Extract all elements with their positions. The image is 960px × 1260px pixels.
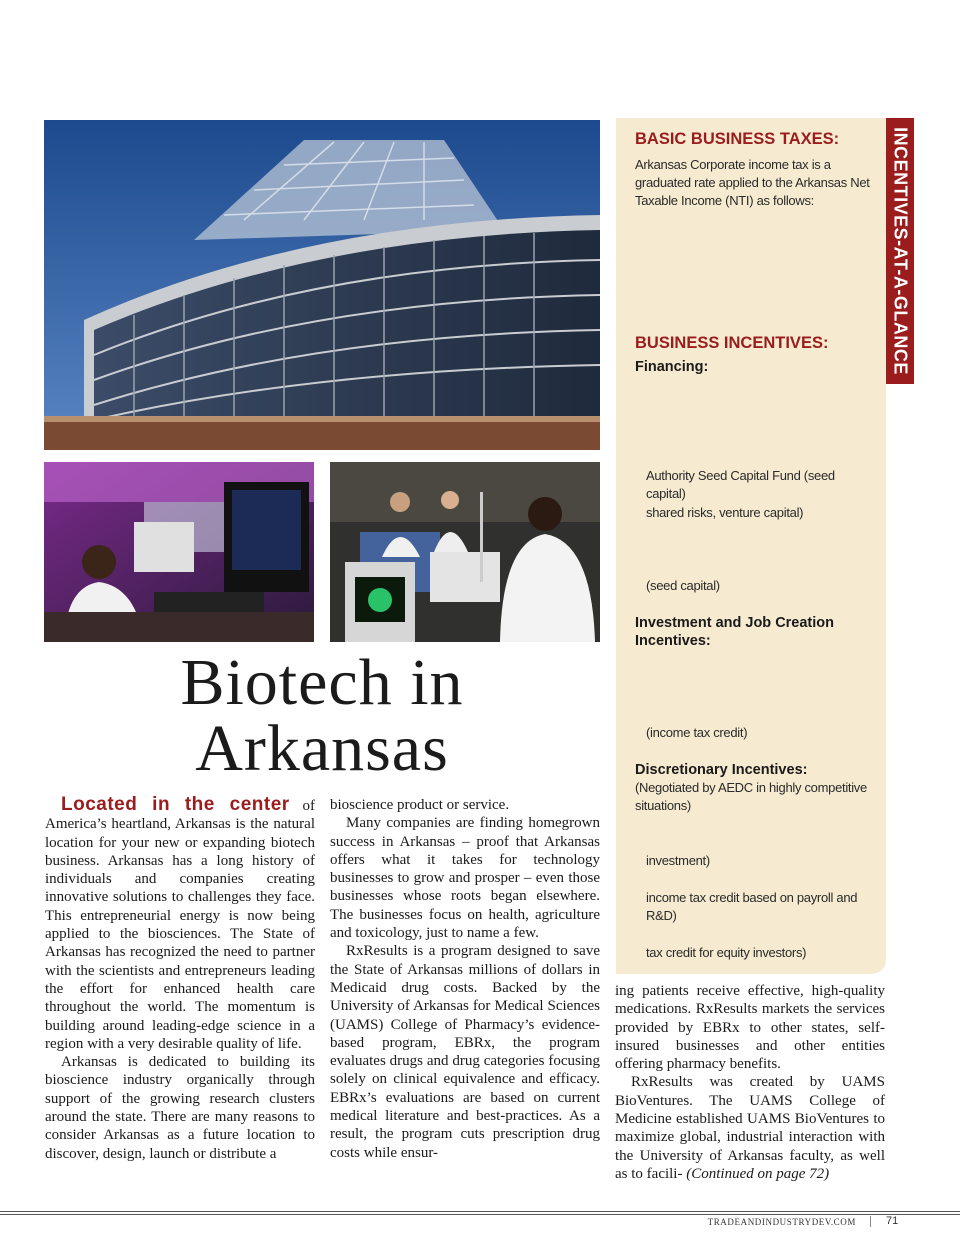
footer-rule <box>0 1214 960 1215</box>
footer-rule <box>0 1211 960 1212</box>
paragraph-text: RxResults was created by UAMS BioVentures. The UAMS College of Medicine established UAMS BioVentures to maximize global, industrial interaction with the University of Arkansas faculty, as well as to facili- <box>615 1074 885 1182</box>
incentives-heading: BUSINESS INCENTIVES: <box>635 334 829 352</box>
paragraph-text: of America’s heartland, Arkansas is the natural location for your new or expanding biotech business. Arkansas has a long history of individuals and companies creating innovative solutions to challenges they face. This entrepreneurial energy is now being applied to the biosciences. The State of Arkansas has recognized the need to partner with the scientists and entrepreneurs leading the effort for enhanced health care throughout the world. The momentum is building around leading-edge science in a region with a very desirable quality of life. <box>45 798 315 1052</box>
sidebar-tab <box>886 118 914 384</box>
paragraph: Many companies are finding homegrown success in Arkansas – proof that Arkansas offers what it takes for technology businesses to grow and prosper – even those businesses whose roots began elsewhere. The businesses focus on health, agriculture and toxicology, just to name a few. <box>330 815 600 942</box>
sidebar-tab-label: INCENTIVES-AT-A-GLANCE <box>890 127 911 375</box>
continued-note: (Continued on page 72) <box>686 1165 830 1182</box>
taxes-text: Arkansas Corporate income tax is a graduated rate applied to the Arkansas Net Taxable Income (NTI) as follows: <box>635 157 870 208</box>
article-column-3 <box>615 982 885 1183</box>
investment-heading: Investment and Job Creation Incentives: <box>635 615 835 649</box>
lead-in: Located in the center <box>61 794 290 815</box>
financing-item: Authority Seed Capital Fund (seed capital) <box>646 468 835 501</box>
discretionary-item: investment) <box>646 853 710 868</box>
paragraph: Arkansas is dedicated to building its bioscience industry organically through support of the growing research clusters around the state. There are many reasons to consider Arkansas as a future location to discover, design, launch or distribute a <box>45 1054 315 1162</box>
discretionary-note: (Negotiated by AEDC in highly competitive situations) <box>635 780 867 813</box>
page-number: 71 <box>886 1215 899 1227</box>
discretionary-item: tax credit for equity investors) <box>646 945 807 960</box>
building-photo <box>44 120 600 450</box>
financing-heading: Financing: <box>635 359 709 375</box>
paragraph <box>45 796 315 1053</box>
paragraph: RxResults is a program designed to save the State of Arkansas millions of dollars in Medicaid drug costs. Backed by the University of Arkansas for Medical Sciences (UAMS) College of Pharmacy’s evidence-based program, EBRx, the program evaluates drugs and drug categories focusing solely on clinical equivalence and efficacy. EBRx’s evaluations are based on current medical literature and best-practices. As a result, the program cuts prescription drug costs while ensur- <box>330 943 600 1161</box>
article-title-line2: Arkansas <box>195 712 449 785</box>
article-column-2 <box>330 796 600 1162</box>
paragraph: ing patients receive effective, high-quality medications. RxResults markets the services provided by EBRx to other states, self-insured businesses and other entities offering pharmacy benefits. <box>615 983 885 1073</box>
discretionary-heading: Discretionary Incentives: <box>635 762 808 778</box>
footer-url: TRADEANDINDUSTRYDEV.COM <box>707 1217 856 1227</box>
lab-photo-right <box>330 462 600 642</box>
financing-item: (seed capital) <box>646 578 720 593</box>
footer-separator <box>870 1216 871 1227</box>
article-title-line1: Biotech in <box>180 646 464 719</box>
paragraph: bioscience product or service. <box>330 797 510 813</box>
article-title <box>44 646 600 785</box>
financing-item: shared risks, venture capital) <box>646 505 804 520</box>
paragraph <box>615 1073 885 1183</box>
investment-item: (income tax credit) <box>646 725 748 740</box>
lab-photo-left <box>44 462 314 642</box>
taxes-heading: BASIC BUSINESS TAXES: <box>635 130 840 148</box>
discretionary-item: income tax credit based on payroll and R&D) <box>646 890 858 923</box>
incentives-sidebar <box>616 118 886 974</box>
article-column-1 <box>45 796 315 1163</box>
